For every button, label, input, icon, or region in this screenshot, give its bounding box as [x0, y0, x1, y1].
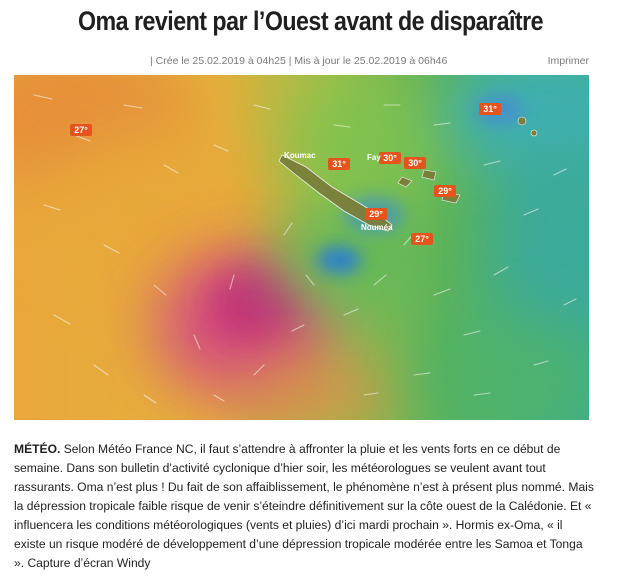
- temp-badge-east: [434, 185, 456, 197]
- temp-label: 27°: [74, 125, 88, 135]
- article-title: Oma revient par l’Ouest avant de disparaître: [77, 6, 544, 36]
- temp-label: 29°: [369, 209, 383, 219]
- temp-label: 29°: [438, 186, 452, 196]
- place-label-fay: Fay: [367, 153, 381, 162]
- weather-map: [14, 75, 589, 420]
- weather-map-image: [14, 75, 589, 420]
- temp-badge-loyalty: [404, 157, 426, 169]
- article-lead: MÉTÉO.: [14, 442, 61, 456]
- temp-label: 30°: [383, 153, 397, 163]
- temp-badge-south: [411, 233, 433, 245]
- temp-badge-vanuatu: [479, 103, 501, 115]
- temp-label: 31°: [332, 159, 346, 169]
- temp-badge-west: [70, 124, 92, 136]
- place-label-koumac: Koumac: [284, 151, 316, 160]
- place-label-noumea: Nouméa: [361, 223, 393, 232]
- temp-badge-koumac: [328, 158, 350, 170]
- temp-badge-noumea: [365, 208, 387, 220]
- island-vanuatu: [518, 117, 526, 125]
- temp-badge-fay: [379, 152, 401, 164]
- print-link[interactable]: Imprimer: [547, 55, 589, 67]
- article-text: Selon Météo France NC, il faut s’attendre à affronter la pluie et les vents forts en ce début de semaine. Dans son bulletin d’activité cyclonique d’hier soir, les météorologues se veulent avant tout rassurants. Oma n’est plus ! Du fait de son affaiblissement, le phénomène n’est à présent plus nommé. Mais la dépression tropicale faible risque de venir s’éteindre définitivement sur la côte ouest de la Calédonie. Et « influencera les conditions météorologiques (vents et pluies) d’ici mardi prochain ». Hormis ex-Oma, « il existe un risque modéré de développement d’une dépression tropicale modérée entre les Samoa et Tonga ». Capture d’écran Windy: [14, 442, 594, 570]
- temp-label: 31°: [483, 104, 497, 114]
- temp-label: 30°: [408, 158, 422, 168]
- article-meta: | Crée le 25.02.2019 à 04h25 | Mis à jour le 25.02.2019 à 06h46: [150, 55, 448, 67]
- island-vanuatu-2: [531, 130, 537, 136]
- article-body: [14, 440, 594, 573]
- temp-label: 27°: [415, 234, 429, 244]
